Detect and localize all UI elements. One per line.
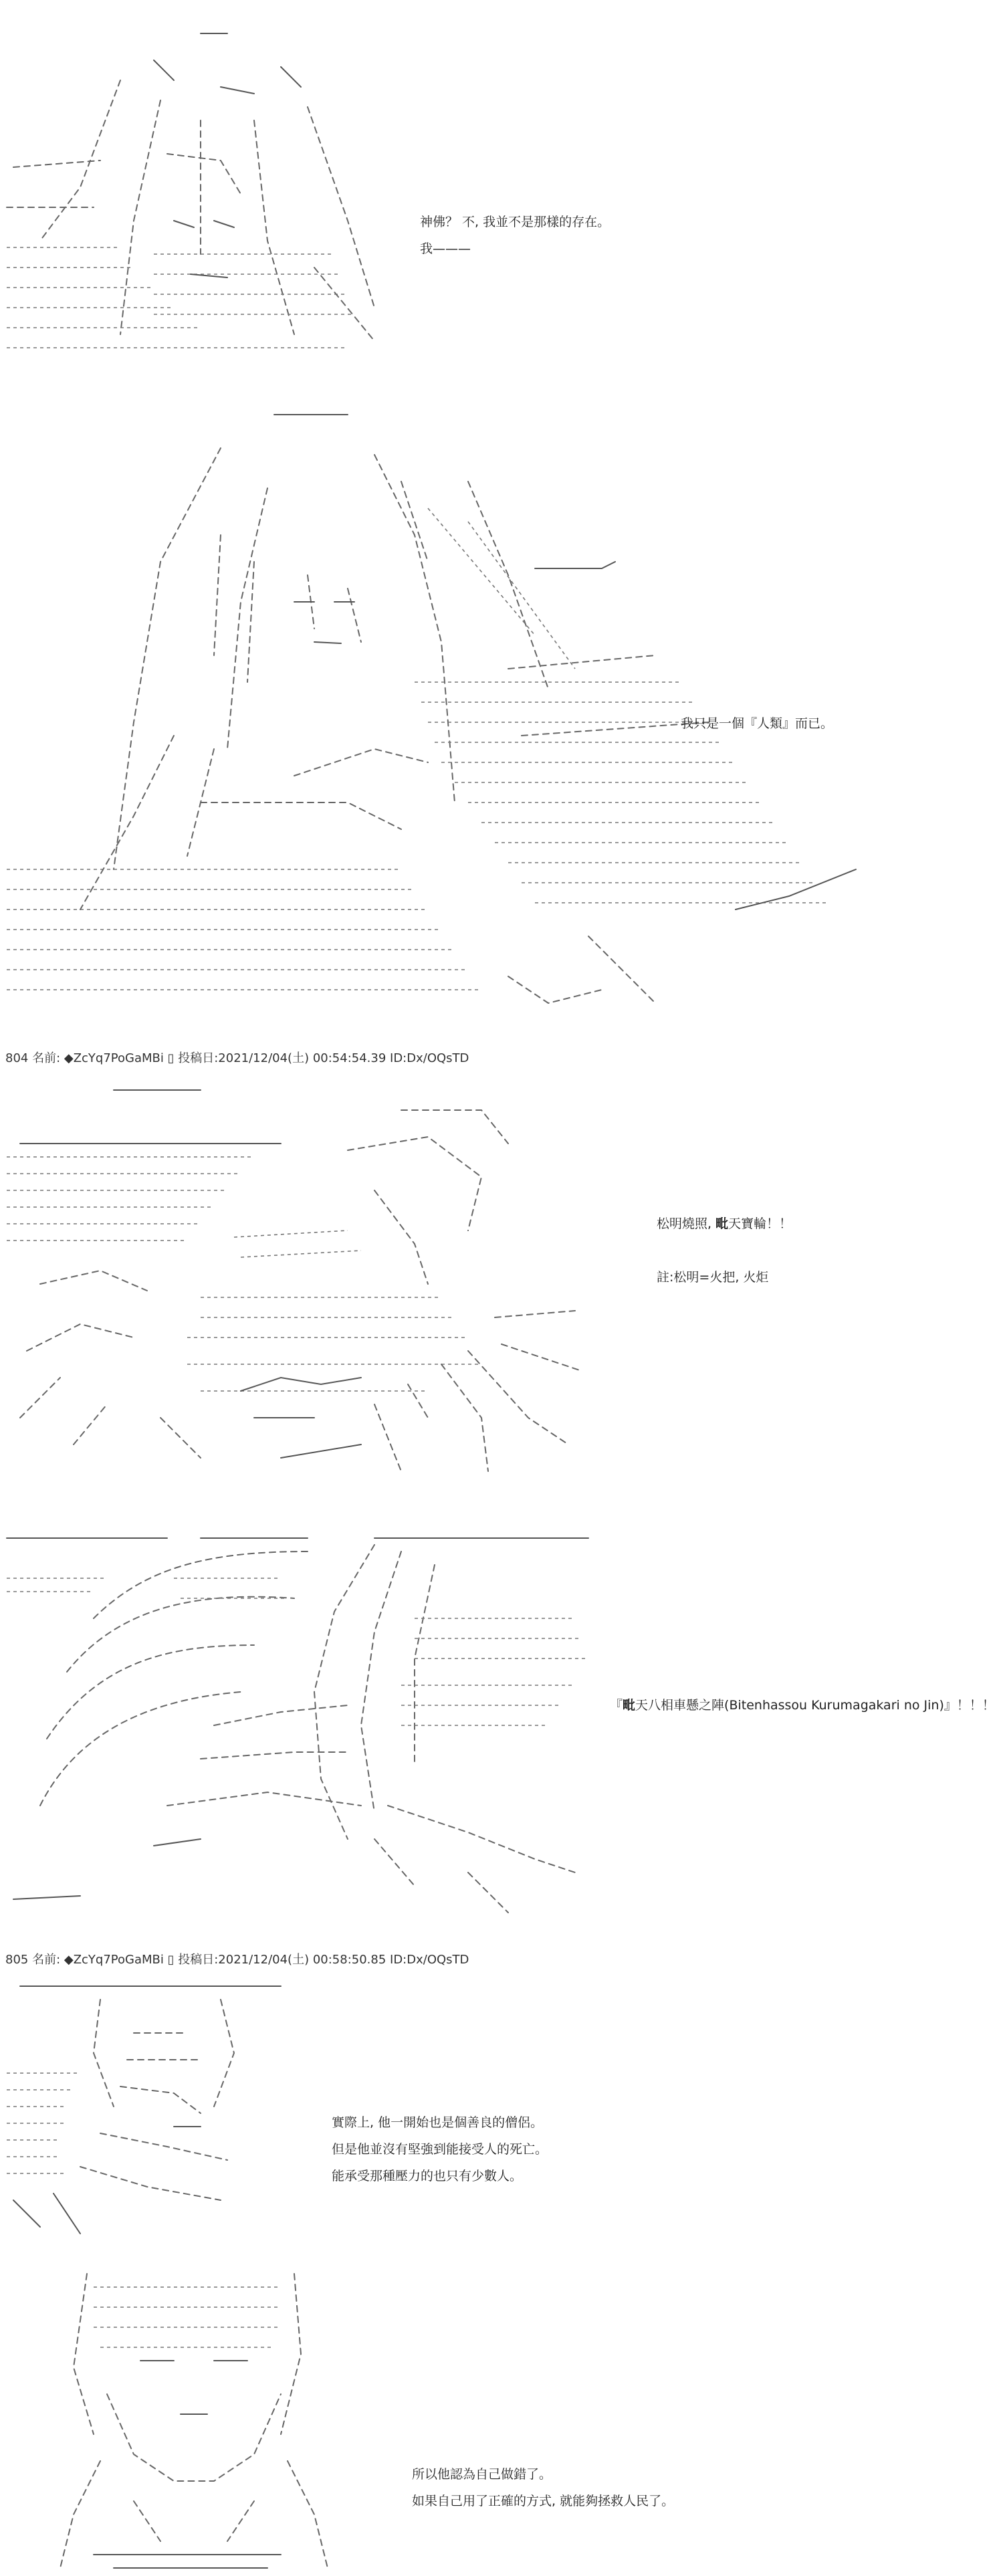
post-header-804: 804 名前: ◆ZcYq7PoGaMBi ▯ 投稿日:2021/12/04(土) 00:54:54.39 ID:Dx/OQsTD [5, 1051, 469, 1065]
post-header-805: 805 名前: ◆ZcYq7PoGaMBi ▯ 投稿日:2021/12/04(土) 00:58:50.85 ID:Dx/OQsTD [5, 1953, 469, 1967]
ascii-art-robed-figure [0, 20, 415, 374]
dialogue-panel3-line1-post: 天寶輪！！ [728, 1216, 792, 1231]
dialogue-panel1-line2: 我——— [420, 241, 471, 256]
dialogue-panel3-line1 [657, 1214, 792, 1234]
dialogue-panel2-line1: 我只是一個『人類』而已。 [681, 716, 834, 731]
ascii-art-fire-wheel [0, 1070, 588, 1505]
ascii-art-monk-figure [0, 401, 869, 1016]
dialogue-panel5-line1: 實際上, 他一開始也是個善良的僧侶。 [332, 2115, 544, 2130]
dialogue-panel6-line2: 如果自己用了正確的方式, 就能夠拯救人民了。 [412, 2494, 675, 2508]
ascii-art-whirlwind-slash [0, 1525, 602, 1926]
dialogue-panel4-pre: 『 [610, 1698, 623, 1713]
dialogue-panel3-line1-pre: 松明燒照, [657, 1216, 716, 1231]
dialogue-panel4-post: 天八相車懸之陣(Bitenhassou Kurumagakari no Jin)』！！！ [635, 1698, 995, 1713]
dialogue-panel3-line1-bold: 毗 [715, 1216, 729, 1231]
dialogue-panel3-note: 註:松明=火把, 火炬 [657, 1270, 769, 1285]
dialogue-panel1-line1: 神佛？ 不, 我並不是那樣的存在。 [420, 215, 610, 229]
ascii-art-monk-closeup [0, 1973, 308, 2247]
dialogue-panel4-line1 [610, 1696, 995, 1715]
ascii-art-monk-bust [0, 2260, 334, 2576]
dialogue-panel5-line3: 能承受那種壓力的也只有少數人。 [332, 2169, 523, 2183]
dialogue-panel5-line2: 但是他並沒有堅強到能接受人的死亡。 [332, 2142, 548, 2157]
dialogue-panel6-line1: 所以他認為自己做錯了。 [412, 2467, 552, 2482]
dialogue-panel4-bold: 毗 [623, 1698, 636, 1713]
